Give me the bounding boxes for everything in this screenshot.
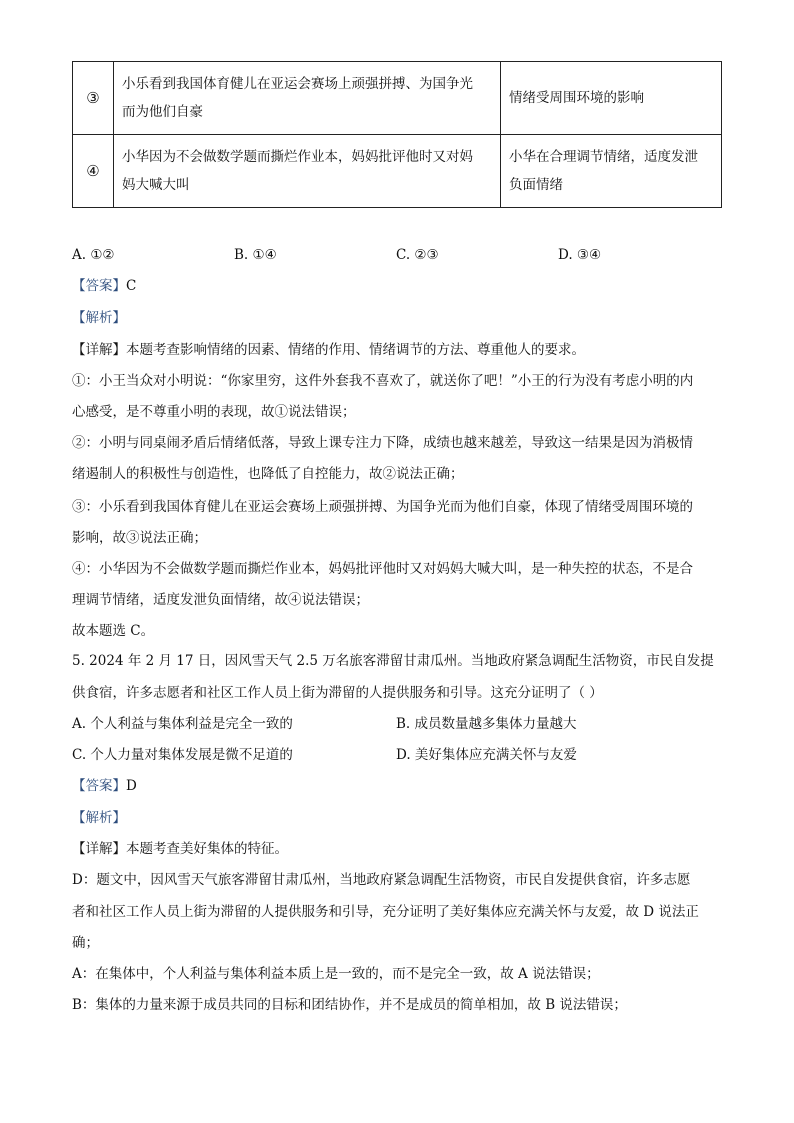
judgment-cell xyxy=(501,62,722,135)
cell-line: 小华在合理调节情绪，适度发泄 xyxy=(509,149,698,165)
q4-option-b: B. ①④ xyxy=(234,247,277,263)
detail-tag: 【详解】 xyxy=(72,342,126,358)
cell-line: 小乐看到我国体育健儿在亚运会赛场上顽强拼搏、为国争光 xyxy=(122,76,473,92)
q5-option-b: B. 成员数量越多集体力量越大 xyxy=(396,716,577,732)
answer-value: D xyxy=(126,778,137,794)
q5-analysis-tag: 【解析】 xyxy=(72,810,126,826)
q4-detail xyxy=(72,340,585,360)
answer-value: C xyxy=(126,278,137,294)
q4-option-c: C. ②③ xyxy=(396,247,439,263)
q4-option-d: D. ③④ xyxy=(558,247,602,263)
cell-line: 负面情绪 xyxy=(509,177,563,193)
q4-analysis-line: 影响，故③说法正确； xyxy=(72,530,207,546)
q4-answer xyxy=(72,276,136,296)
scenario-cell xyxy=(114,135,501,208)
answer-tag: 【答案】 xyxy=(72,278,126,294)
cell-line: 妈大喊大叫 xyxy=(122,177,190,193)
cell-line: 而为他们自豪 xyxy=(122,104,203,120)
row-number: ③ xyxy=(73,62,114,135)
cell-line: 小华因为不会做数学题而撕烂作业本，妈妈批评他时又对妈 xyxy=(122,149,473,165)
q5-analysis-line: A：在集体中，个人利益与集体利益本质上是一致的，而不是完全一致，故 A 说法错误； xyxy=(72,966,600,982)
q4-analysis-line: 理调节情绪，适度发泄负面情绪，故④说法错误； xyxy=(72,592,369,608)
q4-analysis-tag: 【解析】 xyxy=(72,310,126,326)
q5-analysis-line: D：题文中，因风雪天气旅客滞留甘肃瓜州，当地政府紧急调配生活物资，市民自发提供食宿，许多志愿 xyxy=(72,872,691,888)
q4-analysis-line: 故本题选 C。 xyxy=(72,623,155,639)
q5-option-d: D. 美好集体应充满关怀与友爱 xyxy=(396,747,577,763)
q4-analysis-line: 绪遏制人的积极性与创造性，也降低了自控能力，故②说法正确； xyxy=(72,466,464,482)
table-row xyxy=(73,135,722,208)
q4-analysis-line: 心感受，是不尊重小明的表现，故①说法错误； xyxy=(72,404,356,420)
q5-answer xyxy=(72,776,137,796)
judgment-table xyxy=(72,61,722,208)
q4-analysis-line: ②：小明与同桌闹矛盾后情绪低落，导致上课专注力下降，成绩也越来越差，导致这一结果是因为消极情 xyxy=(72,435,693,451)
q4-analysis-line: ③：小乐看到我国体育健儿在亚运会赛场上顽强拼搏、为国争光而为他们自豪，体现了情绪受周围环境的 xyxy=(72,499,693,515)
table-row xyxy=(73,62,722,135)
q5-detail xyxy=(72,839,288,859)
q4-analysis-line: ④：小华因为不会做数学题而撕烂作业本，妈妈批评他时又对妈妈大喊大叫，是一种失控的状态，不是合 xyxy=(72,561,693,577)
q5-analysis-line: 确； xyxy=(72,935,99,951)
cell-line: 情绪受周围环境的影响 xyxy=(509,90,644,106)
q4-analysis-line: ①：小王当众对小明说：“你家里穷，这件外套我不喜欢了，就送你了吧！”小王的行为没有考虑小明的内 xyxy=(72,373,694,389)
detail-tag: 【详解】 xyxy=(72,841,126,857)
q5-analysis-line: 者和社区工作人员上街为滞留的人提供服务和引导，充分证明了美好集体应充满关怀与友爱，故 D 说法正 xyxy=(72,904,699,920)
scenario-cell xyxy=(114,62,501,135)
q5-stem-line: 5. 2024 年 2 月 17 日，因风雪天气 2.5 万名旅客滞留甘肃瓜州。当地政府紧急调配生活物资，市民自发提 xyxy=(72,653,714,669)
q5-option-c: C. 个人力量对集体发展是微不足道的 xyxy=(72,747,293,763)
q4-option-a: A. ①② xyxy=(72,247,115,263)
answer-tag: 【答案】 xyxy=(72,778,126,794)
q5-analysis-line: B：集体的力量来源于成员共同的目标和团结协作，并不是成员的简单相加，故 B 说法错误； xyxy=(72,997,627,1013)
q5-option-a: A. 个人利益与集体利益是完全一致的 xyxy=(72,716,293,732)
detail-text: 本题考查影响情绪的因素、情绪的作用、情绪调节的方法、尊重他人的要求。 xyxy=(126,342,585,358)
q5-stem-line: 供食宿，许多志愿者和社区工作人员上街为滞留的人提供服务和引导。这充分证明了（ ） xyxy=(72,685,603,701)
judgment-cell xyxy=(501,135,722,208)
row-number: ④ xyxy=(73,135,114,208)
detail-text: 本题考查美好集体的特征。 xyxy=(126,841,288,857)
